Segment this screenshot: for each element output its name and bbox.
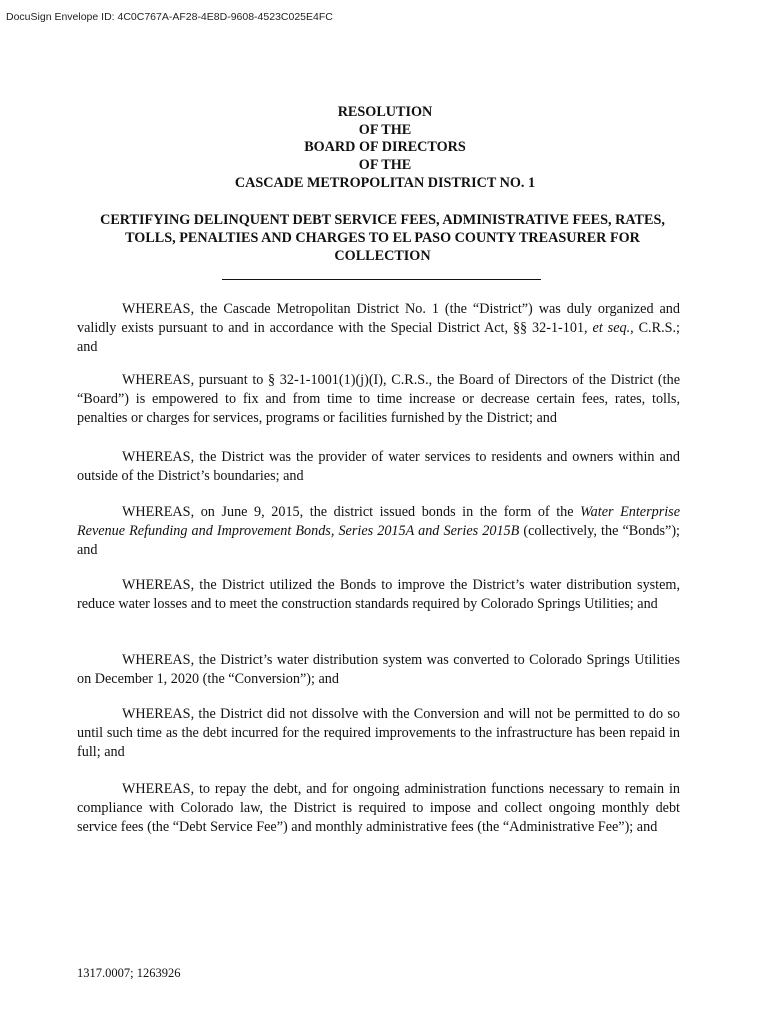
- docusign-envelope-id: DocuSign Envelope ID: 4C0C767A-AF28-4E8D-9608-4523C025E4FC: [6, 11, 333, 23]
- document-reference-footer: 1317.0007; 1263926: [77, 966, 181, 980]
- whereas-paragraph-4: [77, 503, 680, 560]
- title-line: OF THE: [358, 157, 412, 174]
- paragraph-italic: et seq.: [592, 320, 631, 336]
- paragraph-italic: Water Enterprise Revenue Refunding and Improvement Bonds, Series 2015A and Series 2015B: [77, 504, 680, 539]
- resolution-subject: [70, 211, 695, 265]
- whereas-paragraph-7: WHEREAS, the District did not dissolve with the Conversion and will not be permitted to do so until such time as the debt incurred for the required improvements to the infrastructure has been repaid in full; and: [77, 706, 680, 760]
- paragraph-text: (collectively, the “Bonds”); and: [77, 523, 680, 558]
- title-divider: [222, 279, 541, 280]
- title-line: BOARD OF DIRECTORS: [304, 139, 466, 156]
- whereas-paragraph-5: WHEREAS, the District utilized the Bonds to improve the District’s water distribution system, reduce water losses and to meet the construction standards required by Colorado Springs Utilities; and: [77, 577, 680, 612]
- whereas-paragraph-3: WHEREAS, the District was the provider of water services to residents and owners within and outside of the District’s boundaries; and: [77, 449, 680, 484]
- subject-line: TOLLS, PENALTIES AND CHARGES TO EL PASO COUNTY TREASURER FOR: [125, 230, 640, 246]
- whereas-paragraph-2: WHEREAS, pursuant to § 32-1-1001(1)(j)(I), C.R.S., the Board of Directors of the District (the “Board”) is empowered to fix and from time to time increase or decrease certain fees, rates, tolls, penalties or charges for services, programs or facilities furnished by the District; and: [77, 372, 680, 426]
- whereas-paragraph-1: [77, 300, 680, 357]
- subject-line: COLLECTION: [334, 248, 431, 264]
- paragraph-text: WHEREAS, on June 9, 2015, the district issued bonds in the form of the: [122, 504, 581, 520]
- whereas-paragraph-8: WHEREAS, to repay the debt, and for ongoing administration functions necessary to remain in compliance with Colorado law, the District is required to impose and collect ongoing monthly debt service fees (the “Debt Service Fee”) and monthly administrative fees (the “Administrative Fee”); and: [77, 781, 680, 835]
- subject-line: CERTIFYING DELINQUENT DEBT SERVICE FEES, ADMINISTRATIVE FEES, RATES,: [100, 212, 665, 228]
- paragraph-text: WHEREAS, the Cascade Metropolitan District No. 1 (the “District”) was duly organized and validly exists pursuant to and in accordance with the Special District Act, §§ 32-1-101,: [77, 301, 680, 336]
- whereas-paragraph-6: WHEREAS, the District’s water distribution system was converted to Colorado Springs Utilities on December 1, 2020 (the “Conversion”); and: [77, 652, 680, 687]
- title-line: OF THE: [358, 121, 412, 138]
- title-line: RESOLUTION: [337, 104, 433, 120]
- paragraph-text: , C.R.S.; and: [77, 320, 680, 355]
- resolution-title: [0, 104, 770, 193]
- title-line: CASCADE METROPOLITAN DISTRICT NO. 1: [234, 174, 536, 191]
